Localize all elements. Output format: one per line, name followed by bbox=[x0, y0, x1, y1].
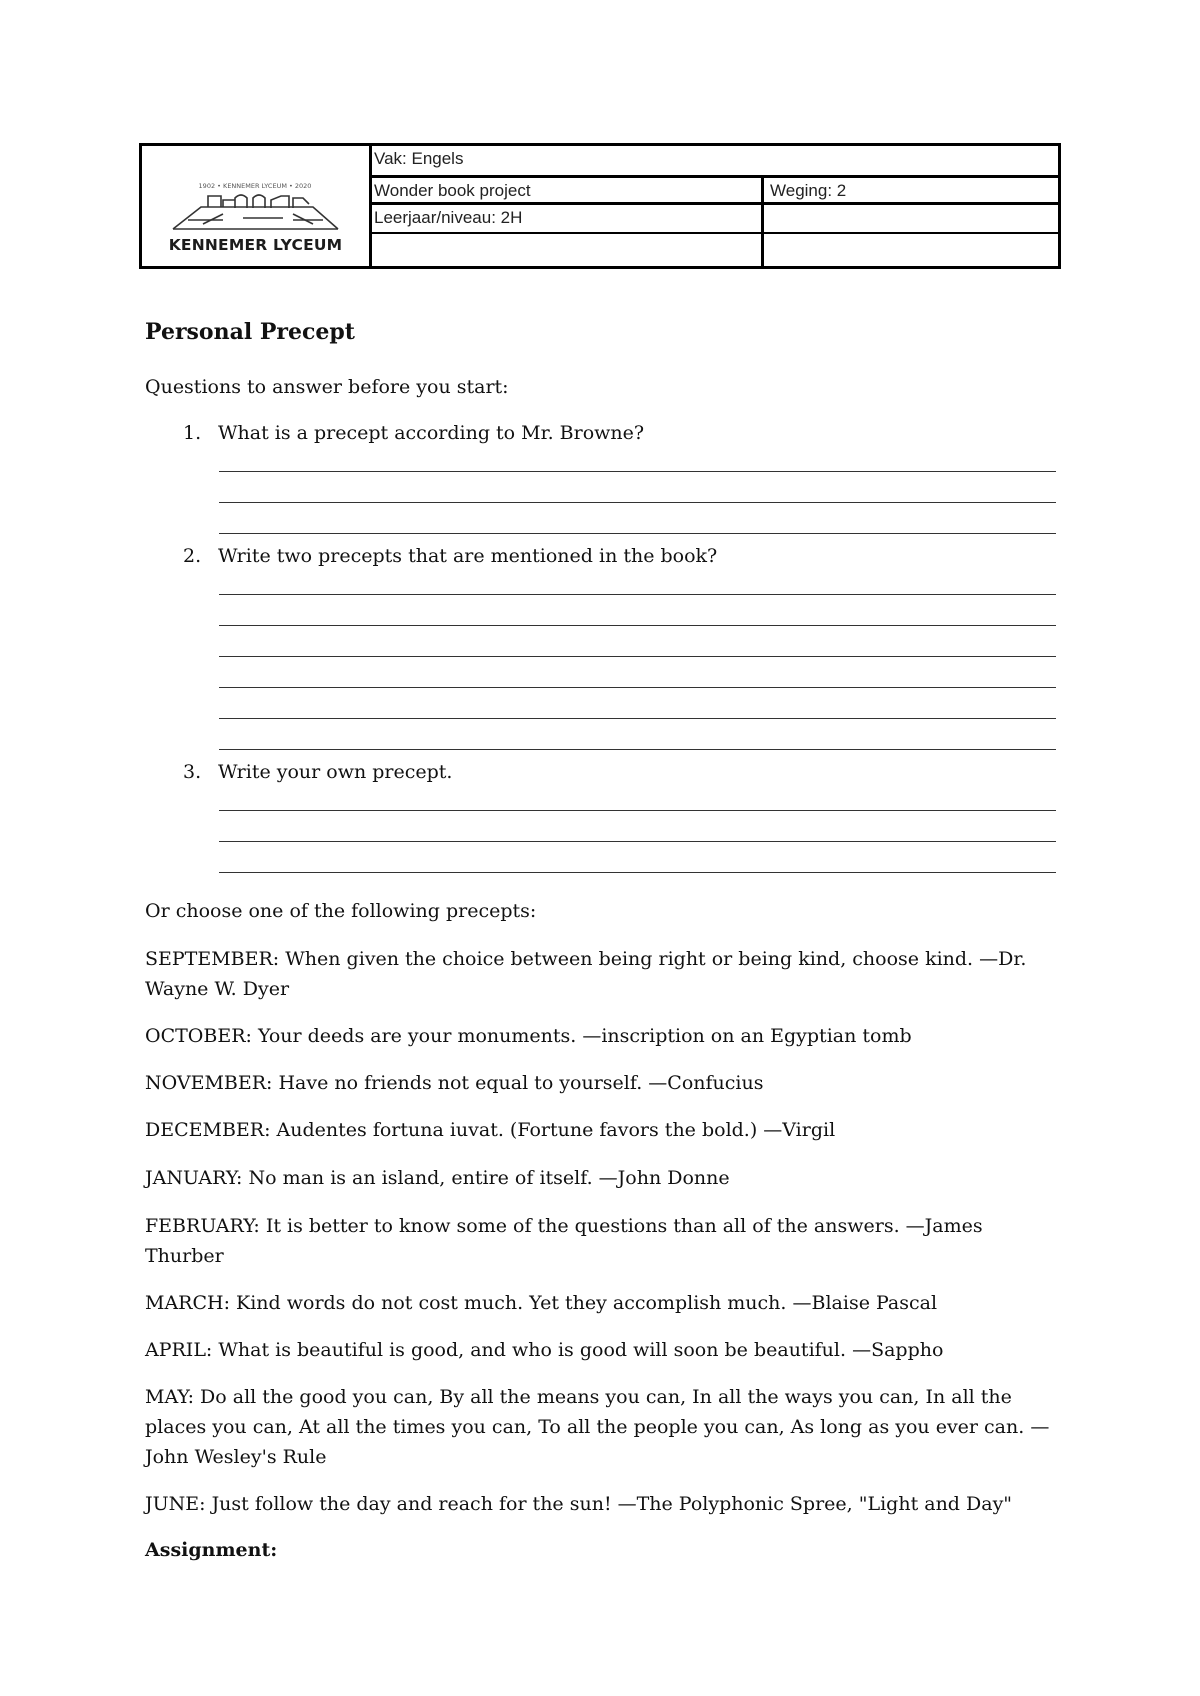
info-row-project bbox=[372, 178, 1058, 205]
precept-april: APRIL: What is beautiful is good, and who is good will soon be beautiful. —Sappho bbox=[145, 1339, 944, 1361]
empty-cell bbox=[764, 234, 1058, 266]
logo-top-text: 1902 • KENNEMER LYCEUM • 2020 bbox=[198, 182, 312, 190]
answer-line[interactable] bbox=[219, 872, 1056, 873]
header-table bbox=[139, 143, 1061, 269]
answer-line[interactable] bbox=[219, 533, 1056, 534]
choose-instruction: Or choose one of the following precepts: bbox=[145, 900, 537, 922]
precept-may: MAY: Do all the good you can, By all the means you can, In all the ways you can, In all the places you can, At all the times you can, To all the people you can, As long as you ever can. —John Wesley's Rule bbox=[145, 1386, 1050, 1468]
subject-cell: Vak: Engels bbox=[374, 149, 464, 168]
school-building-icon bbox=[163, 174, 348, 234]
precept-february: FEBRUARY: It is better to know some of the questions than all of the answers. —James Thurber bbox=[145, 1215, 983, 1267]
answer-line[interactable] bbox=[219, 625, 1056, 626]
question-2 bbox=[183, 541, 717, 571]
page-title: Personal Precept bbox=[145, 319, 355, 345]
precept-september: SEPTEMBER: When given the choice between being right or being kind, choose kind. —Dr. Wayne W. Dyer bbox=[145, 948, 1027, 1000]
logo-name: KENNEMER LYCEUM bbox=[168, 236, 343, 254]
intro-text: Questions to answer before you start: bbox=[145, 376, 509, 398]
assignment-heading: Assignment: bbox=[145, 1539, 278, 1561]
answer-line[interactable] bbox=[219, 810, 1056, 811]
answer-line[interactable] bbox=[219, 687, 1056, 688]
answer-line[interactable] bbox=[219, 502, 1056, 503]
project-cell: Wonder book project bbox=[372, 178, 764, 202]
answer-line[interactable] bbox=[219, 749, 1056, 750]
school-logo bbox=[142, 146, 372, 266]
question-number: 2. bbox=[183, 545, 202, 567]
question-number: 3. bbox=[183, 761, 202, 783]
question-number: 1. bbox=[183, 422, 202, 444]
info-row-subject bbox=[372, 146, 1058, 178]
info-row-level bbox=[372, 205, 1058, 234]
weight-cell: Weging: 2 bbox=[770, 181, 847, 200]
precept-december: DECEMBER: Audentes fortuna iuvat. (Fortune favors the bold.) —Virgil bbox=[145, 1119, 836, 1141]
question-text: Write two precepts that are mentioned in the book? bbox=[218, 545, 718, 567]
level-cell: Leerjaar/niveau: 2H bbox=[372, 205, 764, 232]
empty-cell bbox=[764, 205, 1058, 232]
answer-line[interactable] bbox=[219, 471, 1056, 472]
question-3 bbox=[183, 757, 452, 787]
question-1 bbox=[183, 418, 644, 448]
answer-line[interactable] bbox=[219, 841, 1056, 842]
empty-cell bbox=[372, 234, 764, 266]
question-text: What is a precept according to Mr. Browne? bbox=[218, 422, 645, 444]
question-text: Write your own precept. bbox=[218, 761, 453, 783]
info-row-empty bbox=[372, 234, 1058, 266]
precept-january: JANUARY: No man is an island, entire of itself. —John Donne bbox=[145, 1167, 730, 1189]
precept-june: JUNE: Just follow the day and reach for the sun! —The Polyphonic Spree, "Light and Day" bbox=[145, 1493, 1013, 1515]
precept-march: MARCH: Kind words do not cost much. Yet they accomplish much. —Blaise Pascal bbox=[145, 1292, 938, 1314]
course-info-grid bbox=[372, 146, 1058, 266]
answer-line[interactable] bbox=[219, 594, 1056, 595]
precept-november: NOVEMBER: Have no friends not equal to yourself. —Confucius bbox=[145, 1072, 764, 1094]
answer-line[interactable] bbox=[219, 656, 1056, 657]
answer-line[interactable] bbox=[219, 718, 1056, 719]
precept-october: OCTOBER: Your deeds are your monuments. —inscription on an Egyptian tomb bbox=[145, 1025, 912, 1047]
